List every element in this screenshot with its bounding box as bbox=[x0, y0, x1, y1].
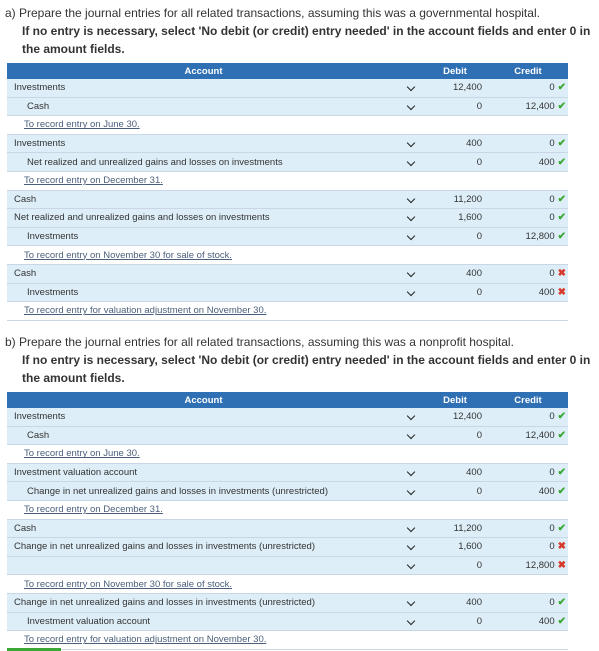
account-dropdown-toggle[interactable] bbox=[400, 612, 422, 631]
account-select[interactable]: Change in net unrealized gains and losses in investments (unrestricted) bbox=[7, 538, 400, 557]
journal-line-row bbox=[7, 519, 568, 538]
credit-input[interactable]: 0 bbox=[549, 522, 555, 534]
chevron-down-icon bbox=[407, 139, 415, 147]
chevron-down-icon bbox=[407, 269, 415, 277]
account-select[interactable]: Cash bbox=[7, 519, 400, 538]
account-header: Account bbox=[7, 392, 400, 408]
debit-header: Debit bbox=[422, 392, 488, 408]
entry-memo-link[interactable]: To record entry for valuation adjustment on November 30. bbox=[24, 634, 267, 646]
debit-input[interactable]: 400 bbox=[422, 264, 488, 283]
journal-line-row bbox=[7, 482, 568, 501]
credit-input[interactable]: 400 bbox=[538, 615, 555, 627]
credit-input[interactable]: 0 bbox=[549, 597, 555, 609]
chevron-down-icon bbox=[407, 232, 415, 240]
account-select[interactable]: Change in net unrealized gains and losses in investments (unrestricted) bbox=[7, 482, 400, 501]
account-dropdown-toggle[interactable] bbox=[400, 264, 422, 283]
debit-input[interactable]: 11,200 bbox=[422, 519, 488, 538]
credit-input[interactable]: 12,800 bbox=[525, 231, 555, 243]
check-icon: ✔ bbox=[557, 231, 566, 243]
journal-rows bbox=[7, 408, 568, 649]
credit-input[interactable]: 0 bbox=[549, 467, 555, 479]
debit-input[interactable]: 12,400 bbox=[422, 408, 488, 426]
debit-input[interactable]: 11,200 bbox=[422, 190, 488, 209]
credit-input[interactable]: 400 bbox=[538, 286, 555, 298]
debit-input[interactable]: 0 bbox=[422, 283, 488, 302]
question-a-instruction: If no entry is necessary, select 'No debit (or credit) entry needed' in the account fields and enter 0 in the amount fields. bbox=[22, 24, 591, 56]
credit-input[interactable]: 0 bbox=[549, 138, 555, 150]
debit-input[interactable]: 0 bbox=[422, 612, 488, 631]
check-icon: ✔ bbox=[557, 485, 566, 497]
chevron-header bbox=[400, 392, 422, 408]
account-dropdown-toggle[interactable] bbox=[400, 153, 422, 172]
chevron-down-icon bbox=[407, 431, 415, 439]
debit-header: Debit bbox=[422, 63, 488, 79]
check-icon: ✔ bbox=[557, 193, 566, 205]
chevron-down-icon bbox=[407, 598, 415, 606]
check-icon: ✔ bbox=[557, 522, 566, 534]
chevron-down-icon bbox=[407, 213, 415, 221]
chevron-down-icon bbox=[407, 288, 415, 296]
check-icon: ✔ bbox=[557, 467, 566, 479]
journal-line-row bbox=[7, 227, 568, 246]
credit-input[interactable]: 0 bbox=[549, 193, 555, 205]
account-select[interactable]: Cash bbox=[7, 190, 400, 209]
account-dropdown-toggle[interactable] bbox=[400, 190, 422, 209]
journal-line-row bbox=[7, 612, 568, 631]
check-icon: ✔ bbox=[557, 82, 566, 94]
memo-row bbox=[7, 445, 568, 464]
journal-line-row bbox=[7, 283, 568, 302]
entry-memo-link[interactable]: To record entry on June 30. bbox=[24, 119, 140, 131]
credit-input[interactable]: 0 bbox=[549, 411, 555, 423]
cross-icon: ✖ bbox=[557, 560, 566, 572]
journal-rows bbox=[7, 79, 568, 320]
cross-icon: ✖ bbox=[557, 286, 566, 298]
account-dropdown-toggle[interactable] bbox=[400, 97, 422, 116]
credit-header: Credit bbox=[488, 392, 568, 408]
question-a bbox=[5, 4, 599, 58]
credit-input[interactable]: 12,400 bbox=[525, 429, 555, 441]
account-dropdown-toggle[interactable] bbox=[400, 593, 422, 612]
check-icon: ✔ bbox=[557, 212, 566, 224]
chevron-down-icon bbox=[407, 157, 415, 165]
credit-input[interactable]: 400 bbox=[538, 156, 555, 168]
credit-input[interactable]: 12,800 bbox=[525, 560, 555, 572]
account-select[interactable] bbox=[7, 556, 400, 575]
debit-input[interactable]: 1,600 bbox=[422, 538, 488, 557]
chevron-down-icon bbox=[407, 561, 415, 569]
entry-memo-link[interactable]: To record entry on December 31. bbox=[24, 504, 163, 516]
account-select[interactable]: Investments bbox=[7, 79, 400, 97]
debit-input[interactable]: 0 bbox=[422, 482, 488, 501]
debit-input[interactable]: 400 bbox=[422, 463, 488, 482]
check-icon: ✔ bbox=[557, 156, 566, 168]
account-select[interactable]: Investment valuation account bbox=[7, 612, 400, 631]
account-header: Account bbox=[7, 63, 400, 79]
credit-input[interactable]: 0 bbox=[549, 82, 555, 94]
credit-input[interactable]: 0 bbox=[549, 541, 555, 553]
credit-input[interactable]: 400 bbox=[538, 485, 555, 497]
account-dropdown-toggle[interactable] bbox=[400, 538, 422, 557]
journal-table-nonprofit bbox=[7, 392, 568, 650]
debit-input[interactable]: 400 bbox=[422, 593, 488, 612]
account-select[interactable]: Investments bbox=[7, 227, 400, 246]
chevron-down-icon bbox=[407, 542, 415, 550]
debit-input[interactable]: 0 bbox=[422, 426, 488, 445]
chevron-down-icon bbox=[407, 486, 415, 494]
debit-input[interactable]: 0 bbox=[422, 227, 488, 246]
account-select[interactable]: Investments bbox=[7, 134, 400, 153]
account-dropdown-toggle[interactable] bbox=[400, 426, 422, 445]
memo-row bbox=[7, 246, 568, 265]
journal-line-row bbox=[7, 209, 568, 228]
memo-row bbox=[7, 302, 568, 321]
debit-input[interactable]: 0 bbox=[422, 153, 488, 172]
entry-memo-link[interactable]: To record entry on November 30 for sale of stock. bbox=[24, 249, 233, 261]
memo-row bbox=[7, 116, 568, 135]
journal-line-row bbox=[7, 556, 568, 575]
debit-input[interactable]: 0 bbox=[422, 556, 488, 575]
chevron-down-icon bbox=[407, 524, 415, 532]
entry-memo-link[interactable]: To record entry on June 30. bbox=[24, 448, 140, 460]
question-b bbox=[5, 333, 599, 387]
chevron-header bbox=[400, 63, 422, 79]
journal-line-row bbox=[7, 463, 568, 482]
question-b-instruction: If no entry is necessary, select 'No debit (or credit) entry needed' in the account fields and enter 0 in the amount fields. bbox=[22, 353, 591, 385]
question-a-prompt: a) Prepare the journal entries for all related transactions, assuming this was a governmental hospital. bbox=[5, 6, 540, 20]
debit-input[interactable]: 1,600 bbox=[422, 209, 488, 228]
account-select[interactable]: Investment valuation account bbox=[7, 463, 400, 482]
chevron-down-icon bbox=[407, 102, 415, 110]
check-icon: ✔ bbox=[557, 429, 566, 441]
account-select[interactable]: Cash bbox=[7, 426, 400, 445]
journal-line-row bbox=[7, 134, 568, 153]
check-icon: ✔ bbox=[557, 138, 566, 150]
account-dropdown-toggle[interactable] bbox=[400, 134, 422, 153]
debit-input[interactable]: 0 bbox=[422, 97, 488, 116]
credit-input[interactable]: 0 bbox=[549, 212, 555, 224]
account-select[interactable]: Cash bbox=[7, 97, 400, 116]
account-dropdown-toggle[interactable] bbox=[400, 79, 422, 97]
chevron-down-icon bbox=[407, 412, 415, 420]
account-select[interactable]: Change in net unrealized gains and losses in investments (unrestricted) bbox=[7, 593, 400, 612]
chevron-down-icon bbox=[407, 83, 415, 91]
memo-row bbox=[7, 500, 568, 519]
memo-row bbox=[7, 171, 568, 190]
cross-icon: ✖ bbox=[557, 541, 566, 553]
journal-line-row bbox=[7, 408, 568, 426]
account-select[interactable]: Cash bbox=[7, 264, 400, 283]
cross-icon: ✖ bbox=[557, 268, 566, 280]
debit-input[interactable]: 12,400 bbox=[422, 79, 488, 97]
check-icon: ✔ bbox=[557, 615, 566, 627]
account-dropdown-toggle[interactable] bbox=[400, 463, 422, 482]
account-dropdown-toggle[interactable] bbox=[400, 519, 422, 538]
entry-memo-link[interactable]: To record entry for valuation adjustment on November 30. bbox=[24, 305, 267, 317]
account-dropdown-toggle[interactable] bbox=[400, 209, 422, 228]
journal-line-row bbox=[7, 264, 568, 283]
entry-memo-link[interactable]: To record entry on December 31. bbox=[24, 175, 163, 187]
credit-header: Credit bbox=[488, 63, 568, 79]
account-select[interactable]: Net realized and unrealized gains and losses on investments bbox=[7, 153, 400, 172]
account-dropdown-toggle[interactable] bbox=[400, 408, 422, 426]
journal-line-row bbox=[7, 97, 568, 116]
chevron-down-icon bbox=[407, 617, 415, 625]
journal-line-row bbox=[7, 538, 568, 557]
credit-input[interactable]: 12,400 bbox=[525, 100, 555, 112]
check-icon: ✔ bbox=[557, 100, 566, 112]
account-dropdown-toggle[interactable] bbox=[400, 227, 422, 246]
chevron-down-icon bbox=[407, 468, 415, 476]
account-dropdown-toggle[interactable] bbox=[400, 283, 422, 302]
journal-line-row bbox=[7, 593, 568, 612]
entry-memo-link[interactable]: To record entry on November 30 for sale of stock. bbox=[24, 578, 233, 590]
account-select[interactable]: Investments bbox=[7, 408, 400, 426]
account-select[interactable]: Net realized and unrealized gains and losses on investments bbox=[7, 209, 400, 228]
memo-row bbox=[7, 631, 568, 650]
journal-line-row bbox=[7, 153, 568, 172]
check-icon: ✔ bbox=[557, 597, 566, 609]
check-icon: ✔ bbox=[557, 411, 566, 423]
journal-line-row bbox=[7, 426, 568, 445]
chevron-down-icon bbox=[407, 195, 415, 203]
account-select[interactable]: Investments bbox=[7, 283, 400, 302]
credit-input[interactable]: 0 bbox=[549, 268, 555, 280]
debit-input[interactable]: 400 bbox=[422, 134, 488, 153]
account-dropdown-toggle[interactable] bbox=[400, 482, 422, 501]
memo-row bbox=[7, 575, 568, 594]
journal-line-row bbox=[7, 79, 568, 97]
question-b-prompt: b) Prepare the journal entries for all related transactions, assuming this was a nonprofit hospital. bbox=[5, 335, 514, 349]
account-dropdown-toggle[interactable] bbox=[400, 556, 422, 575]
journal-line-row bbox=[7, 190, 568, 209]
journal-table-governmental bbox=[7, 63, 568, 321]
